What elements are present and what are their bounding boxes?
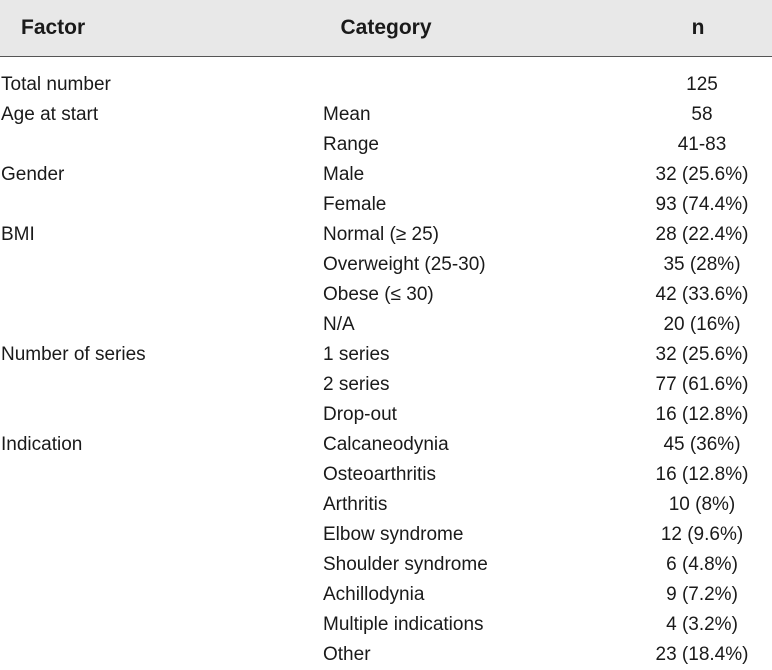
table-row (0, 460, 772, 490)
table-row (0, 610, 772, 640)
cell-n: 4 (3.2%) (666, 614, 738, 635)
header-factor: Factor (21, 16, 86, 39)
table-row (0, 400, 772, 430)
cell-category: Overweight (25-30) (323, 254, 486, 275)
cell-category: Arthritis (323, 494, 388, 515)
cell-n: 16 (12.8%) (655, 404, 749, 425)
cell-category: Other (323, 644, 371, 665)
cell-n: 41-83 (677, 134, 727, 155)
cell-factor: Gender (1, 164, 65, 185)
cell-category: N/A (323, 314, 355, 335)
cell-n: 6 (4.8%) (666, 554, 738, 575)
cell-n: 28 (22.4%) (655, 224, 749, 245)
table-row (0, 70, 772, 100)
cell-n: 35 (28%) (663, 254, 741, 275)
cell-n: 77 (61.6%) (655, 374, 749, 395)
cell-n: 42 (33.6%) (655, 284, 749, 305)
table-row (0, 490, 772, 520)
cell-category: Range (323, 134, 379, 155)
cell-n: 58 (691, 104, 713, 125)
table-row (0, 520, 772, 550)
table-row (0, 310, 772, 340)
table-header (0, 0, 772, 57)
cell-factor: Total number (1, 74, 111, 95)
header-category: Category (340, 16, 432, 39)
header-n: n (691, 16, 705, 39)
cell-factor: Indication (1, 434, 83, 455)
cell-n: 93 (74.4%) (655, 194, 749, 215)
cell-category: Calcaneodynia (323, 434, 449, 455)
cell-category: Mean (323, 104, 371, 125)
cell-n: 12 (9.6%) (660, 524, 744, 545)
cell-category: Multiple indications (323, 614, 484, 635)
cell-n: 32 (25.6%) (655, 164, 749, 185)
cell-category: 2 series (323, 374, 390, 395)
table-row (0, 430, 772, 460)
cell-n: 45 (36%) (663, 434, 741, 455)
table-row (0, 250, 772, 280)
table-row (0, 220, 772, 250)
table-row (0, 280, 772, 310)
cell-n: 125 (686, 74, 718, 95)
cell-category: Male (323, 164, 365, 185)
cell-n: 32 (25.6%) (655, 344, 749, 365)
cell-category: Obese (≤ 30) (323, 284, 434, 305)
table-row (0, 130, 772, 160)
table-row (0, 340, 772, 370)
table-row (0, 190, 772, 220)
cell-category: 1 series (323, 344, 390, 365)
cell-category: Elbow syndrome (323, 524, 464, 545)
cell-n: 10 (8%) (668, 494, 736, 515)
table-row (0, 160, 772, 190)
cell-factor: Number of series (1, 344, 146, 365)
cell-n: 16 (12.8%) (655, 464, 749, 485)
cell-factor: Age at start (1, 104, 99, 125)
cell-category: Osteoarthritis (323, 464, 436, 485)
cell-n: 23 (18.4%) (655, 644, 749, 665)
table-row (0, 580, 772, 610)
cell-n: 20 (16%) (663, 314, 741, 335)
cell-n: 9 (7.2%) (666, 584, 738, 605)
table-row (0, 370, 772, 400)
cell-category: Drop-out (323, 404, 397, 425)
table-row (0, 100, 772, 130)
cell-category: Achillodynia (323, 584, 425, 605)
cell-category: Normal (≥ 25) (323, 224, 440, 245)
cell-factor: BMI (1, 224, 35, 245)
table-body (0, 70, 772, 670)
cell-category: Shoulder syndrome (323, 554, 488, 575)
cell-category: Female (323, 194, 387, 215)
table-row (0, 550, 772, 580)
